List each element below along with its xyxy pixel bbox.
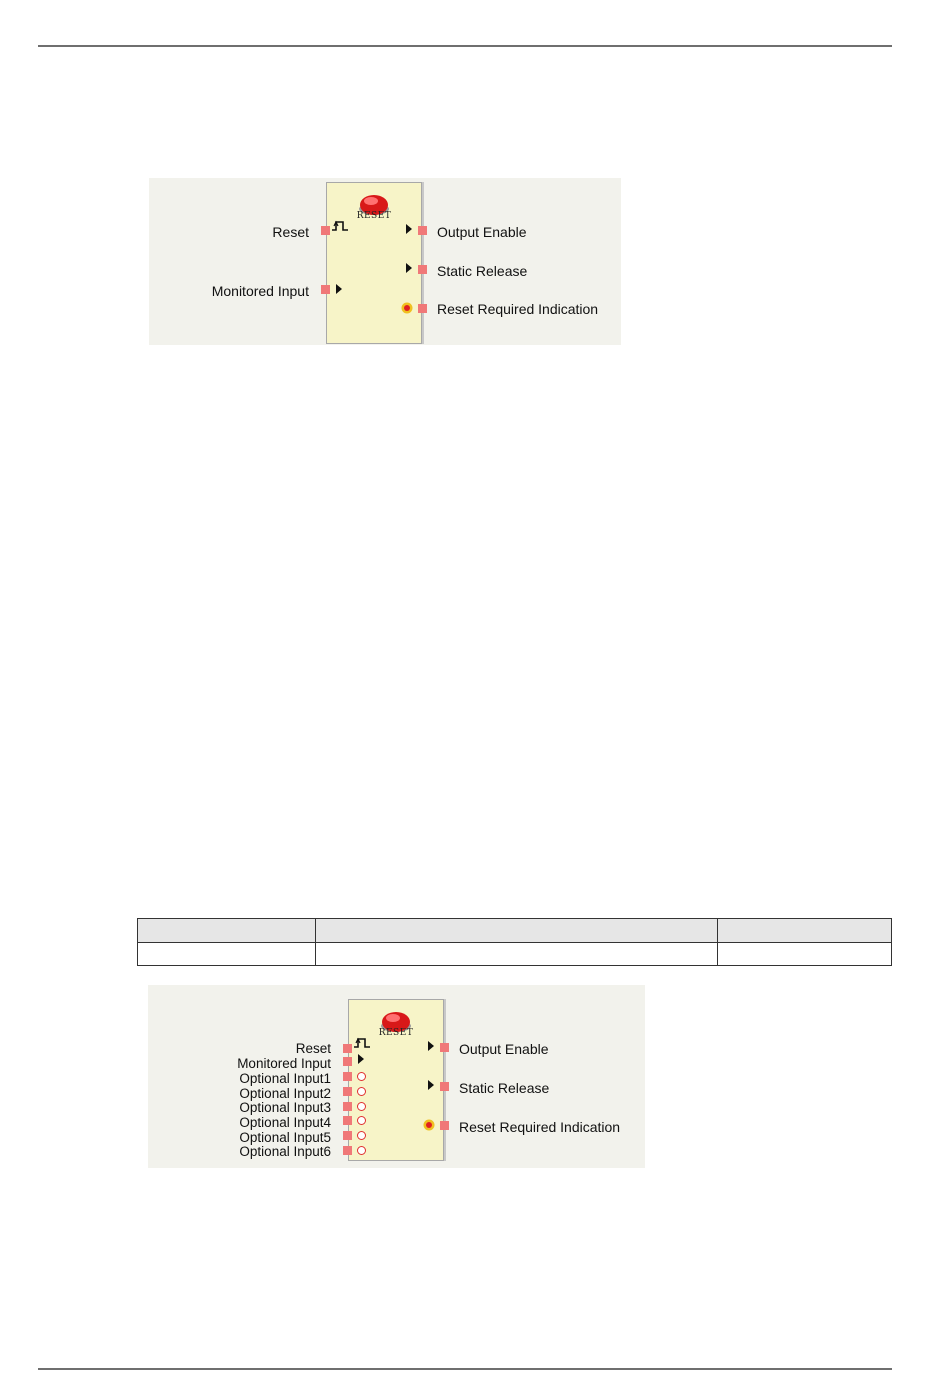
output-pin-static-release[interactable]	[418, 265, 427, 274]
input-pin-monitored[interactable]	[343, 1057, 352, 1066]
output-label-reset-required: Reset Required Indication	[459, 1119, 621, 1135]
input-pin-optional-2[interactable]	[343, 1087, 352, 1096]
optional-input-icon	[357, 1146, 366, 1155]
reset-function-block[interactable]	[348, 999, 444, 1161]
input-label-monitored: Monitored Input	[211, 283, 309, 299]
output-arrow-icon	[428, 1041, 434, 1051]
table-row	[138, 943, 892, 966]
output-arrow-icon	[406, 263, 412, 273]
output-arrow-icon	[406, 224, 412, 234]
input-pin-reset[interactable]	[321, 226, 330, 235]
input-label-monitored: Monitored Input	[237, 1056, 331, 1071]
output-arrow-icon	[428, 1080, 434, 1090]
optional-input-icon	[357, 1116, 366, 1125]
output-label-output-enable: Output Enable	[437, 224, 527, 240]
input-label-optional-2: Optional Input2	[239, 1086, 331, 1101]
table-header-cell	[138, 919, 316, 943]
block-title: RESET	[356, 211, 392, 221]
optional-input-icon	[357, 1072, 366, 1081]
reset-block-diagram-basic	[149, 178, 621, 345]
optional-input-icon	[357, 1131, 366, 1140]
optional-input-icon	[357, 1087, 366, 1096]
output-pin-static-release[interactable]	[440, 1082, 449, 1091]
output-label-static-release: Static Release	[459, 1080, 550, 1096]
input-label-optional-3: Optional Input3	[239, 1100, 331, 1115]
output-label-reset-required: Reset Required Indication	[437, 301, 599, 317]
table-header-row	[138, 919, 892, 943]
input-label-optional-4: Optional Input4	[239, 1115, 331, 1130]
input-pin-optional-3[interactable]	[343, 1102, 352, 1111]
lamp-icon	[423, 1119, 435, 1131]
output-pin-reset-required[interactable]	[418, 304, 427, 313]
input-pin-optional-4[interactable]	[343, 1116, 352, 1125]
input-label-optional-1: Optional Input1	[239, 1071, 331, 1086]
input-arrow-icon	[336, 284, 342, 294]
table-cell	[316, 943, 718, 966]
parameter-table	[137, 918, 892, 966]
output-label-static-release: Static Release	[437, 263, 528, 279]
table-cell	[138, 943, 316, 966]
input-arrow-icon	[358, 1054, 364, 1064]
input-label-optional-5: Optional Input5	[239, 1130, 331, 1145]
input-pin-optional-1[interactable]	[343, 1072, 352, 1081]
lamp-icon	[401, 302, 413, 314]
output-label-output-enable: Output Enable	[459, 1041, 549, 1057]
table-header-cell	[718, 919, 892, 943]
input-label-optional-6: Optional Input6	[239, 1144, 331, 1159]
rising-edge-icon	[353, 1036, 377, 1050]
optional-input-icon	[357, 1102, 366, 1111]
output-pin-reset-required[interactable]	[440, 1121, 449, 1130]
input-pin-reset[interactable]	[343, 1044, 352, 1053]
input-pin-optional-5[interactable]	[343, 1131, 352, 1140]
footer-rule	[38, 1368, 892, 1370]
input-pin-optional-6[interactable]	[343, 1146, 352, 1155]
output-pin-output-enable[interactable]	[440, 1043, 449, 1052]
reset-block-diagram-extended	[148, 985, 645, 1168]
header-rule	[38, 45, 892, 47]
reset-function-block[interactable]	[326, 182, 422, 344]
input-label-reset: Reset	[272, 224, 309, 240]
table-header-cell	[316, 919, 718, 943]
output-pin-output-enable[interactable]	[418, 226, 427, 235]
rising-edge-icon	[331, 219, 355, 233]
block-title: RESET	[378, 1028, 414, 1038]
input-label-reset: Reset	[295, 1041, 331, 1056]
table-cell	[718, 943, 892, 966]
input-pin-monitored[interactable]	[321, 285, 330, 294]
